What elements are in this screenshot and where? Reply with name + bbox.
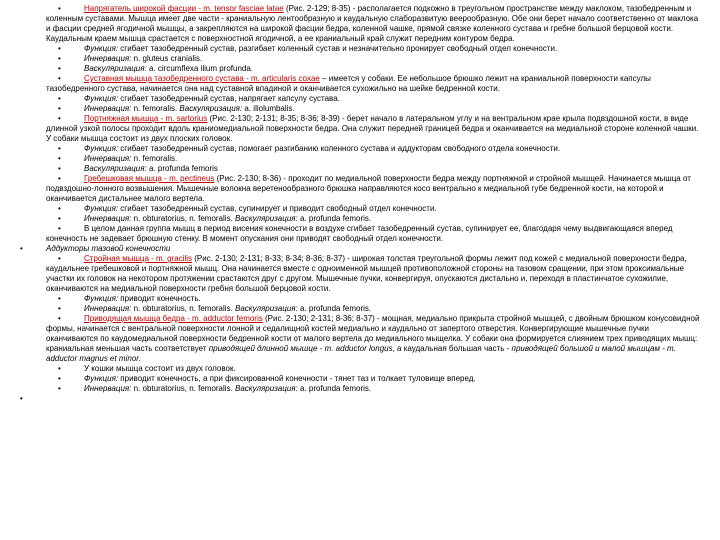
bullet-paragraph: [20, 114, 700, 144]
bullet-paragraph: [20, 54, 700, 64]
italic-label: Васкуляризация:: [235, 304, 298, 313]
document-body: [20, 4, 700, 404]
italic-label: Функция:: [84, 144, 119, 153]
body-text: сгибает тазобедренный сустав, супинирует и приводит свободный отдел конечности.: [118, 204, 437, 213]
body-text: сгибает тазобедренный сустав, разгибает коленный сустав и незначительно пронирует свободный отдел конечности.: [118, 44, 558, 53]
body-text: n. obturatorius, n. femoralis.: [131, 214, 236, 223]
italic-label: Иннервация:: [84, 384, 132, 393]
italic-label: Функция:: [84, 204, 119, 213]
body-text: У кошки мышца состоит из двух головок.: [84, 364, 236, 373]
bullet-paragraph: [20, 164, 700, 174]
italic-label: Васкуляризация:: [235, 384, 298, 393]
italic-label: Аддукторы тазовой конечности: [46, 244, 171, 253]
bullet-paragraph: [20, 214, 700, 224]
bullet-paragraph: [20, 144, 700, 154]
body-text: (Рис. 2-130; 2-131; 8-35; 8-36; 8-39) - берет начало в латеральном углу и на вентральном крае крыла подвздошной кости, в виде длинной узкой полосы проходит вдоль краниомедиальной поверхности бедра. Она служит передней границей бедра и оканчивается на медиальной стороне коленной чашки. У собаки мышца состоит из двух плоских головок.: [46, 114, 699, 143]
muscle-heading: Напрягатель широкой фасции - m. tensor fasciae latae: [84, 4, 284, 13]
body-text: n. obturatorius, n. femoralis.: [131, 304, 236, 313]
body-text: сгибает тазобедренный сустав, напрягает капсулу сустава.: [118, 94, 340, 103]
body-text: n. femoralis.: [131, 154, 178, 163]
italic-label: Иннервация:: [84, 154, 132, 163]
bullet-paragraph: [20, 384, 700, 394]
italic-label: Васкуляризация:: [179, 104, 243, 113]
bullet-paragraph: [20, 254, 700, 294]
muscle-heading: Приводящая мышца бедра - m. adductor femoris: [84, 314, 263, 323]
body-text: a. profunda femoris.: [297, 214, 372, 223]
italic-label: Иннервация:: [84, 54, 132, 63]
muscle-heading: Гребешковая мышца - m. pectineus: [84, 174, 215, 183]
body-text: a. profunda femoris.: [297, 384, 372, 393]
muscle-heading: Стройная мышца - m. gracilis: [84, 254, 193, 263]
bullet-paragraph: [20, 174, 700, 204]
italic-label: Иннервация:: [84, 214, 132, 223]
bullet-paragraph: [20, 94, 700, 104]
italic-label: Васкуляризация:: [84, 64, 147, 73]
italic-label: Функция:: [84, 294, 119, 303]
italic-label: Функция:: [84, 44, 119, 53]
bullet-paragraph: [20, 154, 700, 164]
bullet-paragraph: [20, 394, 700, 404]
body-text: В целом данная группа мышц в период висения конечности в воздухе сгибает тазобедренный сустав, супинирует ее, благодаря чему выдвигающаяся вперед конечность не задевает брюшную стенку. В момент опускания они приводят свободный отдел конечности.: [46, 224, 673, 243]
bullet-paragraph: [20, 294, 700, 304]
body-text: a. profunda femoris.: [297, 304, 372, 313]
body-text: (Рис. 2-130; 2-131; 8-36; 8-37) - мощная, медиально прикрыта стройной мышцей, с двойным брюшком конусовидной формы, начинается с вентральной поверхности лонной и седалищной костей медиально и каудально от запертого отверстия. Конвергирующие мышечные пучки оканчиваются по каудомедиальной поверхности бедренной кости от малого вертела до медиального мыщелка. У собаки она формируется слиянием трех приводящих мышц: краниальная меньшая часть соответствует: [46, 314, 700, 353]
italic-label: Васкуляризация:: [235, 214, 298, 223]
body-text: a. circumflexa ilium profunda.: [146, 64, 254, 73]
body-text: a. profunda femoris: [146, 164, 218, 173]
body-text: сгибает тазобедренный сустав, помогает разгибанию коленного сустава и аддукторам свободного отдела конечности.: [118, 144, 561, 153]
italic-label: приводящей длинной мышце - m. adductor longus: [208, 344, 393, 353]
bullet-paragraph: [20, 64, 700, 74]
bullet-paragraph: [20, 74, 700, 94]
body-text: n. gluteus cranialis.: [131, 54, 203, 63]
bullet-paragraph: [20, 4, 700, 44]
body-text: n. femoralis.: [131, 104, 180, 113]
body-text: (Рис. 2-130; 2-131; 8-33; 8-34; 8-36; 8-37) - широкая толстая треугольной формы лежит под кожей с медиальной поверхности бедра, каудальнее гребешковой и портняжной мышц. Она начинается вместе с одноименной мышцей противоположной стороны на тазовом сращении, при этом проксимальные участки их головок на некотором протяжении срастаются друг с другом. Мышечные пучки, конвергируя, опускаются дистально и, переходя в пластинчатое сухожилие, оканчиваются на медиальной поверхности гребня большой берцовой кости.: [46, 254, 687, 293]
italic-label: Иннервация:: [84, 304, 132, 313]
bullet-paragraph: [20, 314, 700, 364]
body-text: (Рис. 2-130; 8-36) - проходит по медиальной поверхности бедра между портняжной и стройной мышцей. Начинается мышца от подвздошно-лонного возвышения. Мышечные волокна веретенообразного брюшка направляются косо вентрально к медиальной губе бедренной кости, на которой и оканчивается дистальнее малого вертела.: [46, 174, 691, 203]
body-text: , а каудальная большая часть -: [392, 344, 512, 353]
bullet-paragraph: [20, 104, 700, 114]
bullet-paragraph: [20, 44, 700, 54]
body-text: n. obturatorius, n. femoralis.: [131, 384, 236, 393]
bullet-paragraph: [20, 224, 700, 244]
bullet-paragraph: [20, 374, 700, 384]
bullet-paragraph: [20, 304, 700, 314]
body-text: приводит конечность, а при фиксированной конечности - тянет таз и толкает туловище вперед.: [118, 374, 476, 383]
bullet-paragraph: [20, 204, 700, 214]
body-text: a. iliolumbalis.: [242, 104, 295, 113]
italic-label: Васкуляризация:: [84, 164, 147, 173]
italic-label: Функция:: [84, 374, 119, 383]
italic-label: Иннервация:: [84, 104, 132, 113]
muscle-heading: Суставная мышца тазобедренного сустава - m. articularis coxae: [84, 74, 320, 83]
body-text: приводит конечность.: [118, 294, 201, 303]
bullet-paragraph: [20, 244, 700, 254]
italic-label: Функция:: [84, 94, 119, 103]
muscle-heading: Портняжная мышца - m. sartorius: [84, 114, 208, 123]
body-text: (Рис. 2-129; 8-35) - располагается подкожно в треугольном пространстве между маклоком, тазобедренным и коленным суставами. Мышца имеет две части - краниальную лентообразную и каудальную слаборазвитую веерообразную. Обе они берет начало соответственно от маклока и фасции средней ягодичной мышцы, а закрепляются на широкой фасции бедра, коленной чашке, прямой связке коленного сустава и гребне большой берцовой кости. Каудальным краем мышца срастается с поверхностной ягодичной, а ее краниальный край служит передним контуром бедра.: [46, 4, 699, 43]
body-text: – имеется у собаки. Ее небольшое брюшко лежит на краниальной поверхности капсулы тазобедренного сустава, начинается она над суставной впадиной и оканчивается сухожильно на шейке бедренной кости.: [46, 74, 651, 93]
italic-label: приводящей большой и малой мышцам - m. adductor magnus et minor.: [46, 344, 676, 363]
bullet-paragraph: [20, 364, 700, 374]
